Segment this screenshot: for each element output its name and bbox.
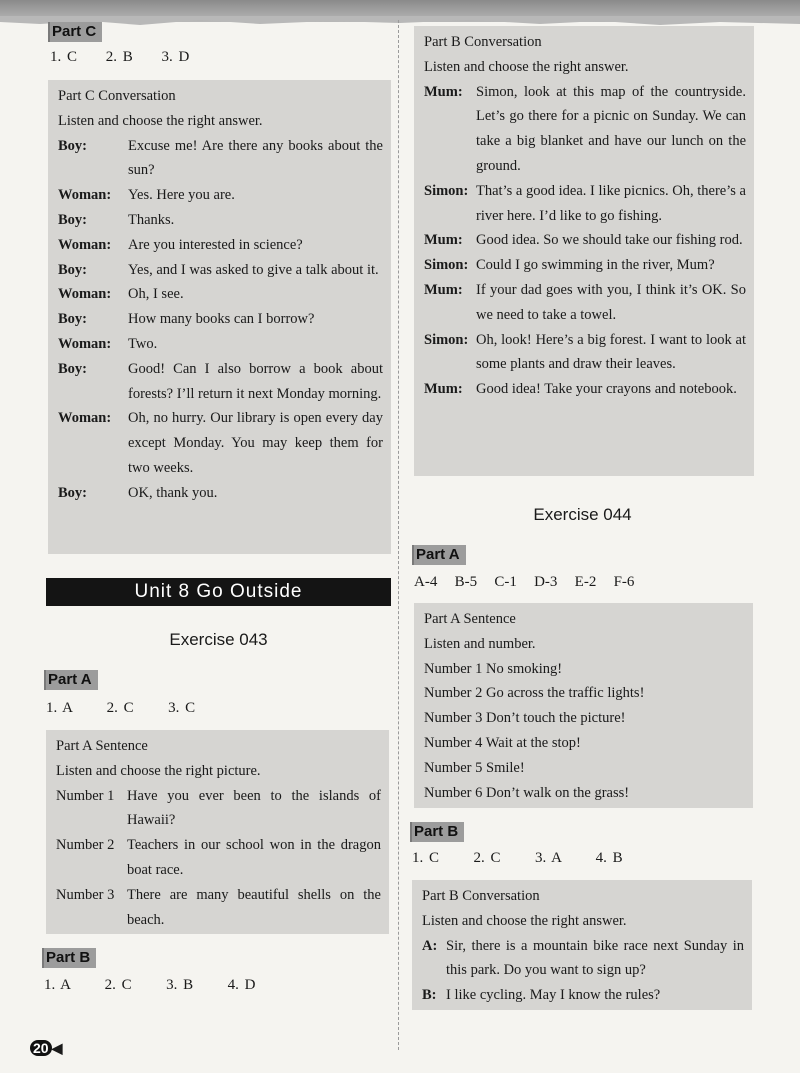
sentence-text: Teachers in our school won in the dragon boat race.: [127, 837, 381, 878]
part-c-conversation-box: [48, 80, 391, 554]
dialogue-line: [58, 307, 383, 332]
speaker-label: Boy:: [58, 360, 87, 377]
dialogue-line: [58, 282, 383, 307]
part-a-answers: A-4 B-5 C-1 D-3 E-2 F-6: [414, 574, 635, 590]
part-a-tag: Part A: [44, 670, 98, 690]
part-b-conversation-box: [414, 26, 754, 476]
speaker-label: Boy:: [58, 311, 87, 328]
part-c-answers: 1. C 2. B 3. D: [50, 49, 190, 65]
dialogue-text: Oh, look! Here’s a big forest. I want to look at some plants and draw their leaves.: [476, 331, 746, 373]
speaker-label: B:: [422, 987, 437, 1004]
dialogue-line: [58, 134, 383, 184]
sentence-text: There are many beautiful shells on the beach.: [127, 886, 381, 928]
dialogue-text: Simon, look at this map of the countryside. Let’s go there for a picnic on Sunday. We can take a big blanket and have our lunch on the ground.: [476, 83, 746, 174]
part-a-tag: Part A: [412, 545, 466, 565]
sentence-line: Number 6 Don’t walk on the grass!: [424, 784, 630, 801]
sentence-list: [56, 784, 381, 933]
dialogue-text: Good idea! Take your crayons and notebook.: [476, 381, 737, 398]
dialogue-text: Oh, I see.: [128, 286, 184, 303]
sentence-text: Have you ever been to the islands of Hawaii?: [127, 787, 381, 829]
dialogue-line: [58, 258, 383, 283]
dialogue-line: [58, 233, 383, 258]
box-instruction: Listen and choose the right answer.: [58, 112, 263, 129]
dialogue-line: [58, 208, 383, 233]
speaker-label: Simon:: [424, 331, 469, 348]
speaker-label: Boy:: [58, 137, 87, 154]
box-title: Part B Conversation: [422, 888, 540, 904]
speaker-label: Simon:: [424, 257, 469, 274]
unit-title-banner: Unit 8 Go Outside: [46, 578, 391, 606]
box-title: Part B Conversation: [424, 34, 542, 50]
part-a-sentence-box: [46, 730, 389, 934]
part-b-answers: 1. A 2. C 3. B 4. D: [44, 977, 256, 993]
sentence-line: Number 2 Go across the traffic lights!: [424, 685, 645, 702]
speaker-label: A:: [422, 937, 438, 954]
dialogue-text: Good! Can I also borrow a book about forests? I’ll return it next Monday morning.: [128, 360, 383, 402]
speaker-icon: ◀: [51, 1040, 63, 1056]
dialogue-text: Good idea. So we should take our fishing rod.: [476, 232, 743, 249]
box-instruction: Listen and choose the right answer.: [422, 912, 627, 929]
speaker-label: Mum:: [424, 381, 463, 398]
box-title: Part A Sentence: [56, 738, 148, 754]
dialogue-text: Are you interested in science?: [128, 236, 303, 253]
dialogue-text: Two.: [128, 335, 158, 352]
dialogue-line: [424, 328, 746, 378]
dialogue-text: OK, thank you.: [128, 484, 218, 501]
dialogue-text: That’s a good idea. I like picnics. Oh, there’s a river here. I’d like to go fishing.: [476, 182, 746, 224]
dialogue-line: [58, 357, 383, 407]
dialogue-line: [424, 377, 746, 402]
part-b-tag: Part B: [42, 948, 96, 968]
part-a-sentence-box: [414, 603, 753, 808]
dialogue-list: [58, 134, 383, 506]
dialogue-line: [424, 228, 746, 253]
speaker-label: Mum:: [424, 281, 463, 298]
exercise-044-title: Exercise 044: [533, 505, 632, 524]
dialogue-text: If your dad goes with you, I think it’s OK. So we need to take a towel.: [476, 281, 746, 323]
sentence-item: [56, 784, 381, 834]
part-b-conversation-box-2: [412, 880, 752, 1010]
speaker-label: Woman:: [58, 410, 112, 427]
part-b-tag: Part B: [410, 822, 464, 842]
dialogue-text: Excuse me! Are there any books about the sun?: [128, 137, 383, 179]
exercise-043-title: Exercise 043: [169, 630, 268, 649]
sentence-line: Number 3 Don’t touch the picture!: [424, 710, 626, 727]
sentence-number: Number 1: [56, 787, 115, 804]
dialogue-text: Sir, there is a mountain bike race next Sunday in this park. Do you want to sign up?: [446, 937, 744, 979]
dialogue-line: [424, 253, 746, 278]
dialogue-line: [58, 481, 383, 506]
speaker-label: Woman:: [58, 286, 112, 303]
sentence-number: Number 3: [56, 886, 115, 903]
sentence-item: [56, 883, 381, 933]
dialogue-text: How many books can I borrow?: [128, 311, 315, 328]
box-title: Part C Conversation: [58, 88, 176, 104]
dialogue-list: [422, 934, 744, 1008]
speaker-label: Woman:: [58, 236, 112, 253]
sentence-line: Number 4 Wait at the stop!: [424, 734, 581, 751]
dialogue-line: [58, 406, 383, 480]
sentence-list: [424, 657, 745, 806]
speaker-label: Simon:: [424, 182, 469, 199]
part-a-answers: 1. A 2. C 3. C: [46, 700, 196, 716]
page-number: 20 ◀: [30, 1040, 62, 1057]
sentence-item: [56, 833, 381, 883]
speaker-label: Boy:: [58, 261, 87, 278]
sentence-number: Number 2: [56, 837, 115, 854]
column-divider: [398, 20, 399, 1050]
dialogue-text: Oh, no hurry. Our library is open every day except Monday. You may keep them for two weeks.: [128, 410, 383, 476]
speaker-label: Mum:: [424, 232, 463, 249]
box-instruction: Listen and choose the right picture.: [56, 762, 261, 779]
part-c-tag: Part C: [48, 22, 102, 42]
dialogue-line: [424, 278, 746, 328]
sentence-line: Number 5 Smile!: [424, 759, 525, 776]
dialogue-line: [58, 332, 383, 357]
speaker-label: Mum:: [424, 83, 463, 100]
dialogue-list: [424, 80, 746, 402]
speaker-label: Woman:: [58, 335, 112, 352]
dialogue-line: [58, 183, 383, 208]
sentence-line: Number 1 No smoking!: [424, 660, 563, 677]
dialogue-text: Yes, and I was asked to give a talk about it.: [128, 261, 379, 278]
dialogue-text: Could I go swimming in the river, Mum?: [476, 257, 715, 274]
speaker-label: Boy:: [58, 484, 87, 501]
dialogue-line: [424, 80, 746, 179]
dialogue-line: [424, 179, 746, 229]
speaker-label: Boy:: [58, 211, 87, 228]
box-instruction: Listen and choose the right answer.: [424, 58, 629, 75]
box-instruction: Listen and number.: [424, 635, 536, 652]
dialogue-text: Yes. Here you are.: [128, 187, 235, 204]
box-title: Part A Sentence: [424, 611, 516, 627]
speaker-label: Woman:: [58, 187, 112, 204]
dialogue-text: Thanks.: [128, 211, 175, 228]
dialogue-line: [422, 934, 744, 984]
part-b-answers: 1. C 2. C 3. A 4. B: [412, 850, 623, 866]
torn-page-edge: [0, 0, 800, 22]
dialogue-line: [422, 983, 744, 1008]
dialogue-text: I like cycling. May I know the rules?: [446, 987, 661, 1004]
